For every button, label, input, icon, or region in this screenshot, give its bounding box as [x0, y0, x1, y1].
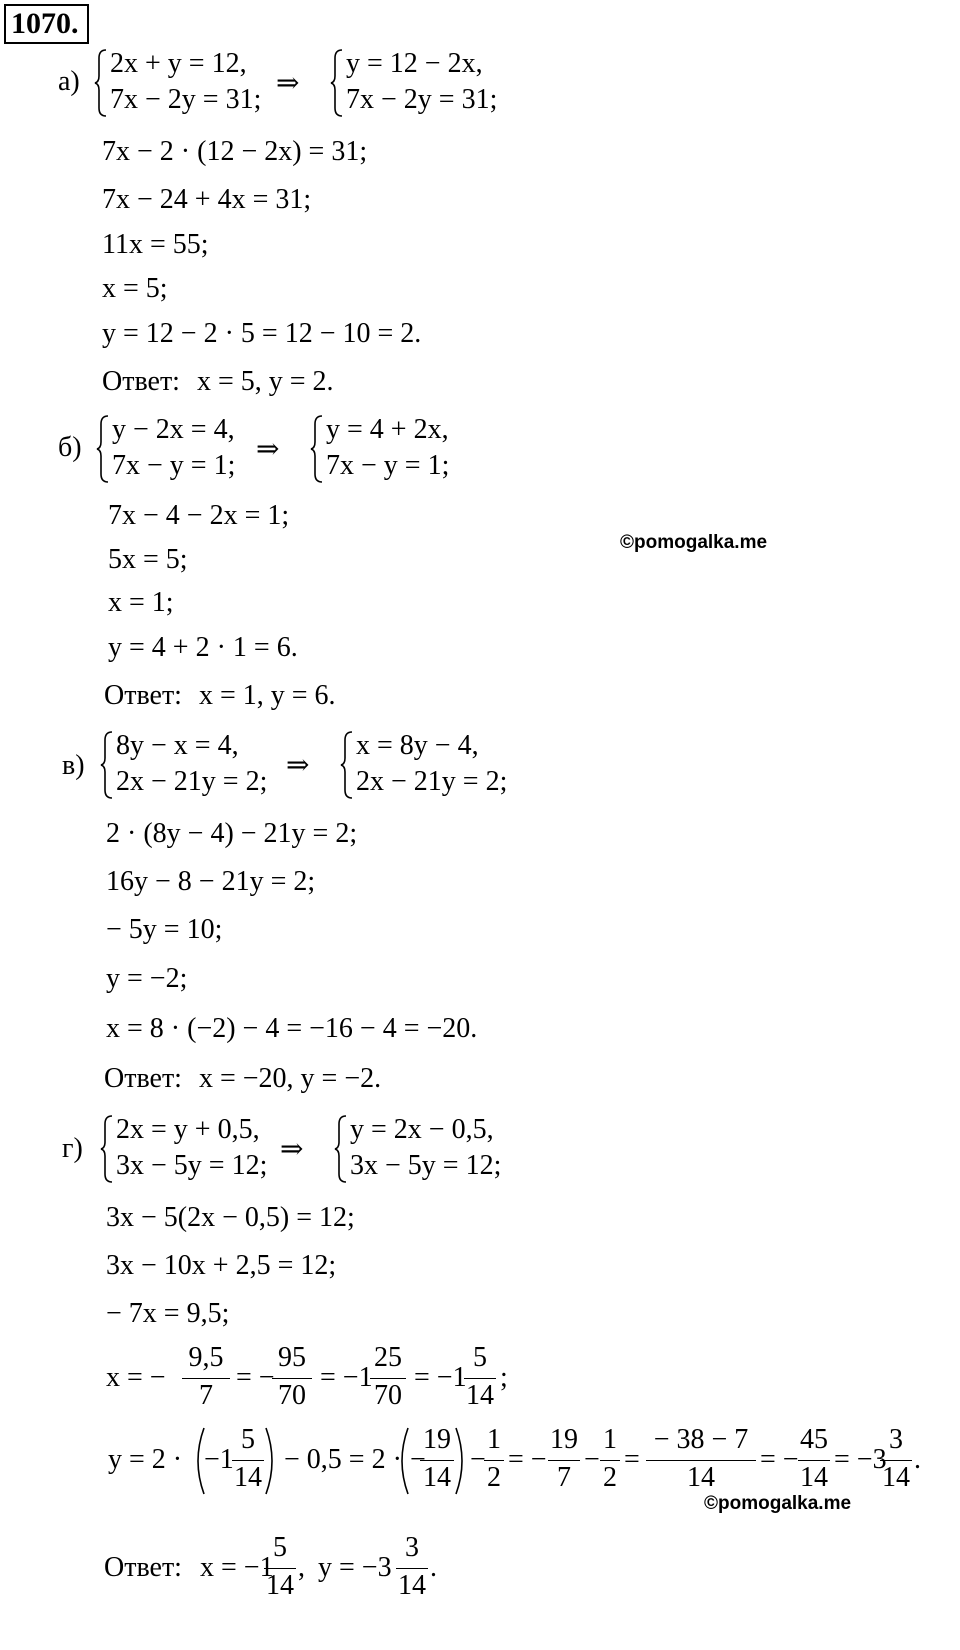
- text-segment: .: [914, 1444, 921, 1475]
- part-a-label: а): [58, 66, 80, 97]
- answer-value: x = 1, y = 6.: [198, 680, 336, 711]
- equation: y = 4 + 2x,: [326, 414, 449, 445]
- fraction: [600, 1424, 620, 1493]
- equation: 3x − 5y = 12;: [116, 1150, 268, 1181]
- fraction-bar: [548, 1460, 580, 1461]
- step: 3x − 5(2x − 0,5) = 12;: [106, 1202, 355, 1233]
- brace-icon: [96, 414, 110, 484]
- text-segment: x = −1: [200, 1552, 274, 1583]
- equation: y = 2x − 0,5,: [350, 1114, 494, 1145]
- fraction-bar: [798, 1460, 830, 1461]
- fraction: [880, 1424, 912, 1493]
- fraction: [464, 1342, 496, 1411]
- numerator: 5: [273, 1532, 287, 1563]
- text-segment: .: [430, 1552, 437, 1583]
- text-segment: y = −3: [318, 1552, 392, 1583]
- numerator: 45: [800, 1424, 828, 1455]
- equation: y = 12 − 2x,: [346, 48, 483, 79]
- answer-value: x = 5, y = 2.: [196, 366, 334, 397]
- numerator: 25: [374, 1342, 402, 1373]
- equation: 2x − 21y = 2;: [356, 766, 508, 797]
- fraction-bar: [264, 1568, 296, 1569]
- fraction: [370, 1342, 406, 1411]
- text-segment: ,: [298, 1552, 305, 1583]
- part-g-label: г): [62, 1133, 83, 1164]
- text-segment: − 0,5 = 2 ·: [284, 1444, 402, 1475]
- numerator: 5: [241, 1424, 255, 1455]
- equation: 2x = y + 0,5,: [116, 1114, 260, 1145]
- denominator: 70: [278, 1380, 306, 1411]
- watermark: ©pomogalka.me: [704, 1493, 852, 1514]
- fraction: [420, 1424, 454, 1493]
- fraction-bar: [232, 1460, 264, 1461]
- text-segment: = −3: [834, 1444, 887, 1475]
- fraction: [182, 1342, 230, 1411]
- denominator: 14: [234, 1462, 262, 1493]
- fraction-bar: [396, 1568, 428, 1569]
- text-segment: =: [624, 1444, 640, 1475]
- denominator: 2: [487, 1462, 501, 1493]
- text-segment: −: [410, 1444, 426, 1475]
- numerator: 95: [278, 1342, 306, 1373]
- equation: 8y − x = 4,: [116, 730, 239, 761]
- fraction: [798, 1424, 830, 1493]
- equation: 2x − 21y = 2;: [116, 766, 268, 797]
- numerator: 1: [487, 1424, 501, 1455]
- text-segment: y = 2 ·: [108, 1444, 183, 1475]
- text-segment: −: [584, 1444, 600, 1475]
- step: 2 · (8y − 4) − 21y = 2;: [106, 818, 358, 849]
- step: y = −2;: [106, 963, 188, 994]
- step: y = 12 − 2 · 5 = 12 − 10 = 2.: [102, 318, 422, 349]
- answer-value: x = −20, y = −2.: [198, 1063, 382, 1094]
- numerator: 3: [405, 1532, 419, 1563]
- text-segment: ;: [500, 1362, 508, 1393]
- equation: 2x + y = 12,: [110, 48, 247, 79]
- text-segment: = −1: [320, 1362, 373, 1393]
- fraction-bar: [182, 1378, 230, 1379]
- numerator: 1: [603, 1424, 617, 1455]
- text-segment: = −: [236, 1362, 275, 1393]
- fraction: [484, 1424, 504, 1493]
- numerator: 19: [423, 1424, 451, 1455]
- fraction: [396, 1532, 428, 1601]
- step: − 7x = 9,5;: [106, 1298, 230, 1329]
- denominator: 14: [882, 1462, 910, 1493]
- text-segment: −: [470, 1444, 486, 1475]
- numerator: 19: [550, 1424, 578, 1455]
- text-segment: x = −: [106, 1362, 166, 1393]
- problem-number: 1070.: [4, 4, 89, 44]
- numerator: − 38 − 7: [653, 1424, 749, 1455]
- implies-arrow: ⇒: [280, 1134, 304, 1165]
- fraction-bar: [600, 1460, 620, 1461]
- equation: 7x − y = 1;: [112, 450, 236, 481]
- part-b-label: б): [58, 432, 82, 463]
- equation: 7x − y = 1;: [326, 450, 450, 481]
- step: 5x = 5;: [108, 544, 188, 575]
- answer-word: Ответ:: [102, 366, 180, 397]
- text-segment: = −1: [414, 1362, 467, 1393]
- step: x = 8 · (−2) − 4 = −16 − 4 = −20.: [106, 1013, 478, 1044]
- equation: x = 8y − 4,: [356, 730, 479, 761]
- part-v-label: в): [62, 750, 85, 781]
- fraction: [646, 1424, 756, 1493]
- denominator: 14: [266, 1570, 294, 1601]
- brace-icon: [340, 730, 354, 800]
- step: y = 4 + 2 · 1 = 6.: [108, 632, 298, 663]
- left-paren-icon: [394, 1426, 410, 1496]
- text-segment: = −: [760, 1444, 799, 1475]
- brace-icon: [310, 414, 324, 484]
- answer-word: Ответ:: [104, 680, 182, 711]
- implies-arrow: ⇒: [276, 68, 300, 99]
- fraction: [272, 1342, 312, 1411]
- equation: y − 2x = 4,: [112, 414, 235, 445]
- denominator: 7: [557, 1462, 571, 1493]
- right-paren-icon: [264, 1426, 280, 1496]
- step: 3x − 10x + 2,5 = 12;: [106, 1250, 337, 1281]
- fraction-bar: [880, 1460, 912, 1461]
- right-paren-icon: [454, 1426, 470, 1496]
- denominator: 14: [466, 1380, 494, 1411]
- fraction-bar: [464, 1378, 496, 1379]
- denominator: 70: [374, 1380, 402, 1411]
- answer-line: [104, 1063, 381, 1095]
- equation: 7x − 2y = 31;: [110, 84, 262, 115]
- brace-icon: [100, 730, 114, 800]
- answer-word: Ответ:: [104, 1552, 182, 1583]
- watermark: ©pomogalka.me: [620, 532, 768, 553]
- numerator: 5: [473, 1342, 487, 1373]
- step: x = 5;: [102, 273, 168, 304]
- numerator: 3: [889, 1424, 903, 1455]
- fraction-bar: [484, 1460, 504, 1461]
- denominator: 14: [687, 1462, 715, 1493]
- step: − 5y = 10;: [106, 914, 223, 945]
- implies-arrow: ⇒: [256, 434, 280, 465]
- step: 11x = 55;: [102, 229, 209, 260]
- denominator: 14: [800, 1462, 828, 1493]
- step: 7x − 4 − 2x = 1;: [108, 500, 290, 531]
- equation: 3x − 5y = 12;: [350, 1150, 502, 1181]
- brace-icon: [330, 48, 344, 118]
- fraction-bar: [420, 1460, 454, 1461]
- fraction-bar: [370, 1378, 406, 1379]
- denominator: 14: [423, 1462, 451, 1493]
- denominator: 14: [398, 1570, 426, 1601]
- step: 7x − 2 · (12 − 2x) = 31;: [102, 136, 368, 167]
- numerator: 9,5: [188, 1342, 224, 1373]
- answer-line: [102, 366, 334, 398]
- fraction: [548, 1424, 580, 1493]
- fraction-bar: [272, 1378, 312, 1379]
- denominator: 2: [603, 1462, 617, 1493]
- denominator: 7: [199, 1380, 213, 1411]
- step: x = 1;: [108, 587, 174, 618]
- fraction-bar: [646, 1460, 756, 1461]
- fraction: [232, 1424, 264, 1493]
- answer-word: Ответ:: [104, 1063, 182, 1094]
- brace-icon: [334, 1114, 348, 1184]
- implies-arrow: ⇒: [286, 750, 310, 781]
- fraction: [264, 1532, 296, 1601]
- step: 7x − 24 + 4x = 31;: [102, 184, 312, 215]
- brace-icon: [100, 1114, 114, 1184]
- answer-line: [104, 680, 336, 712]
- brace-icon: [94, 48, 108, 118]
- equation: 7x − 2y = 31;: [346, 84, 498, 115]
- step: 16y − 8 − 21y = 2;: [106, 866, 316, 897]
- text-segment: −1: [204, 1444, 234, 1475]
- text-segment: = −: [508, 1444, 547, 1475]
